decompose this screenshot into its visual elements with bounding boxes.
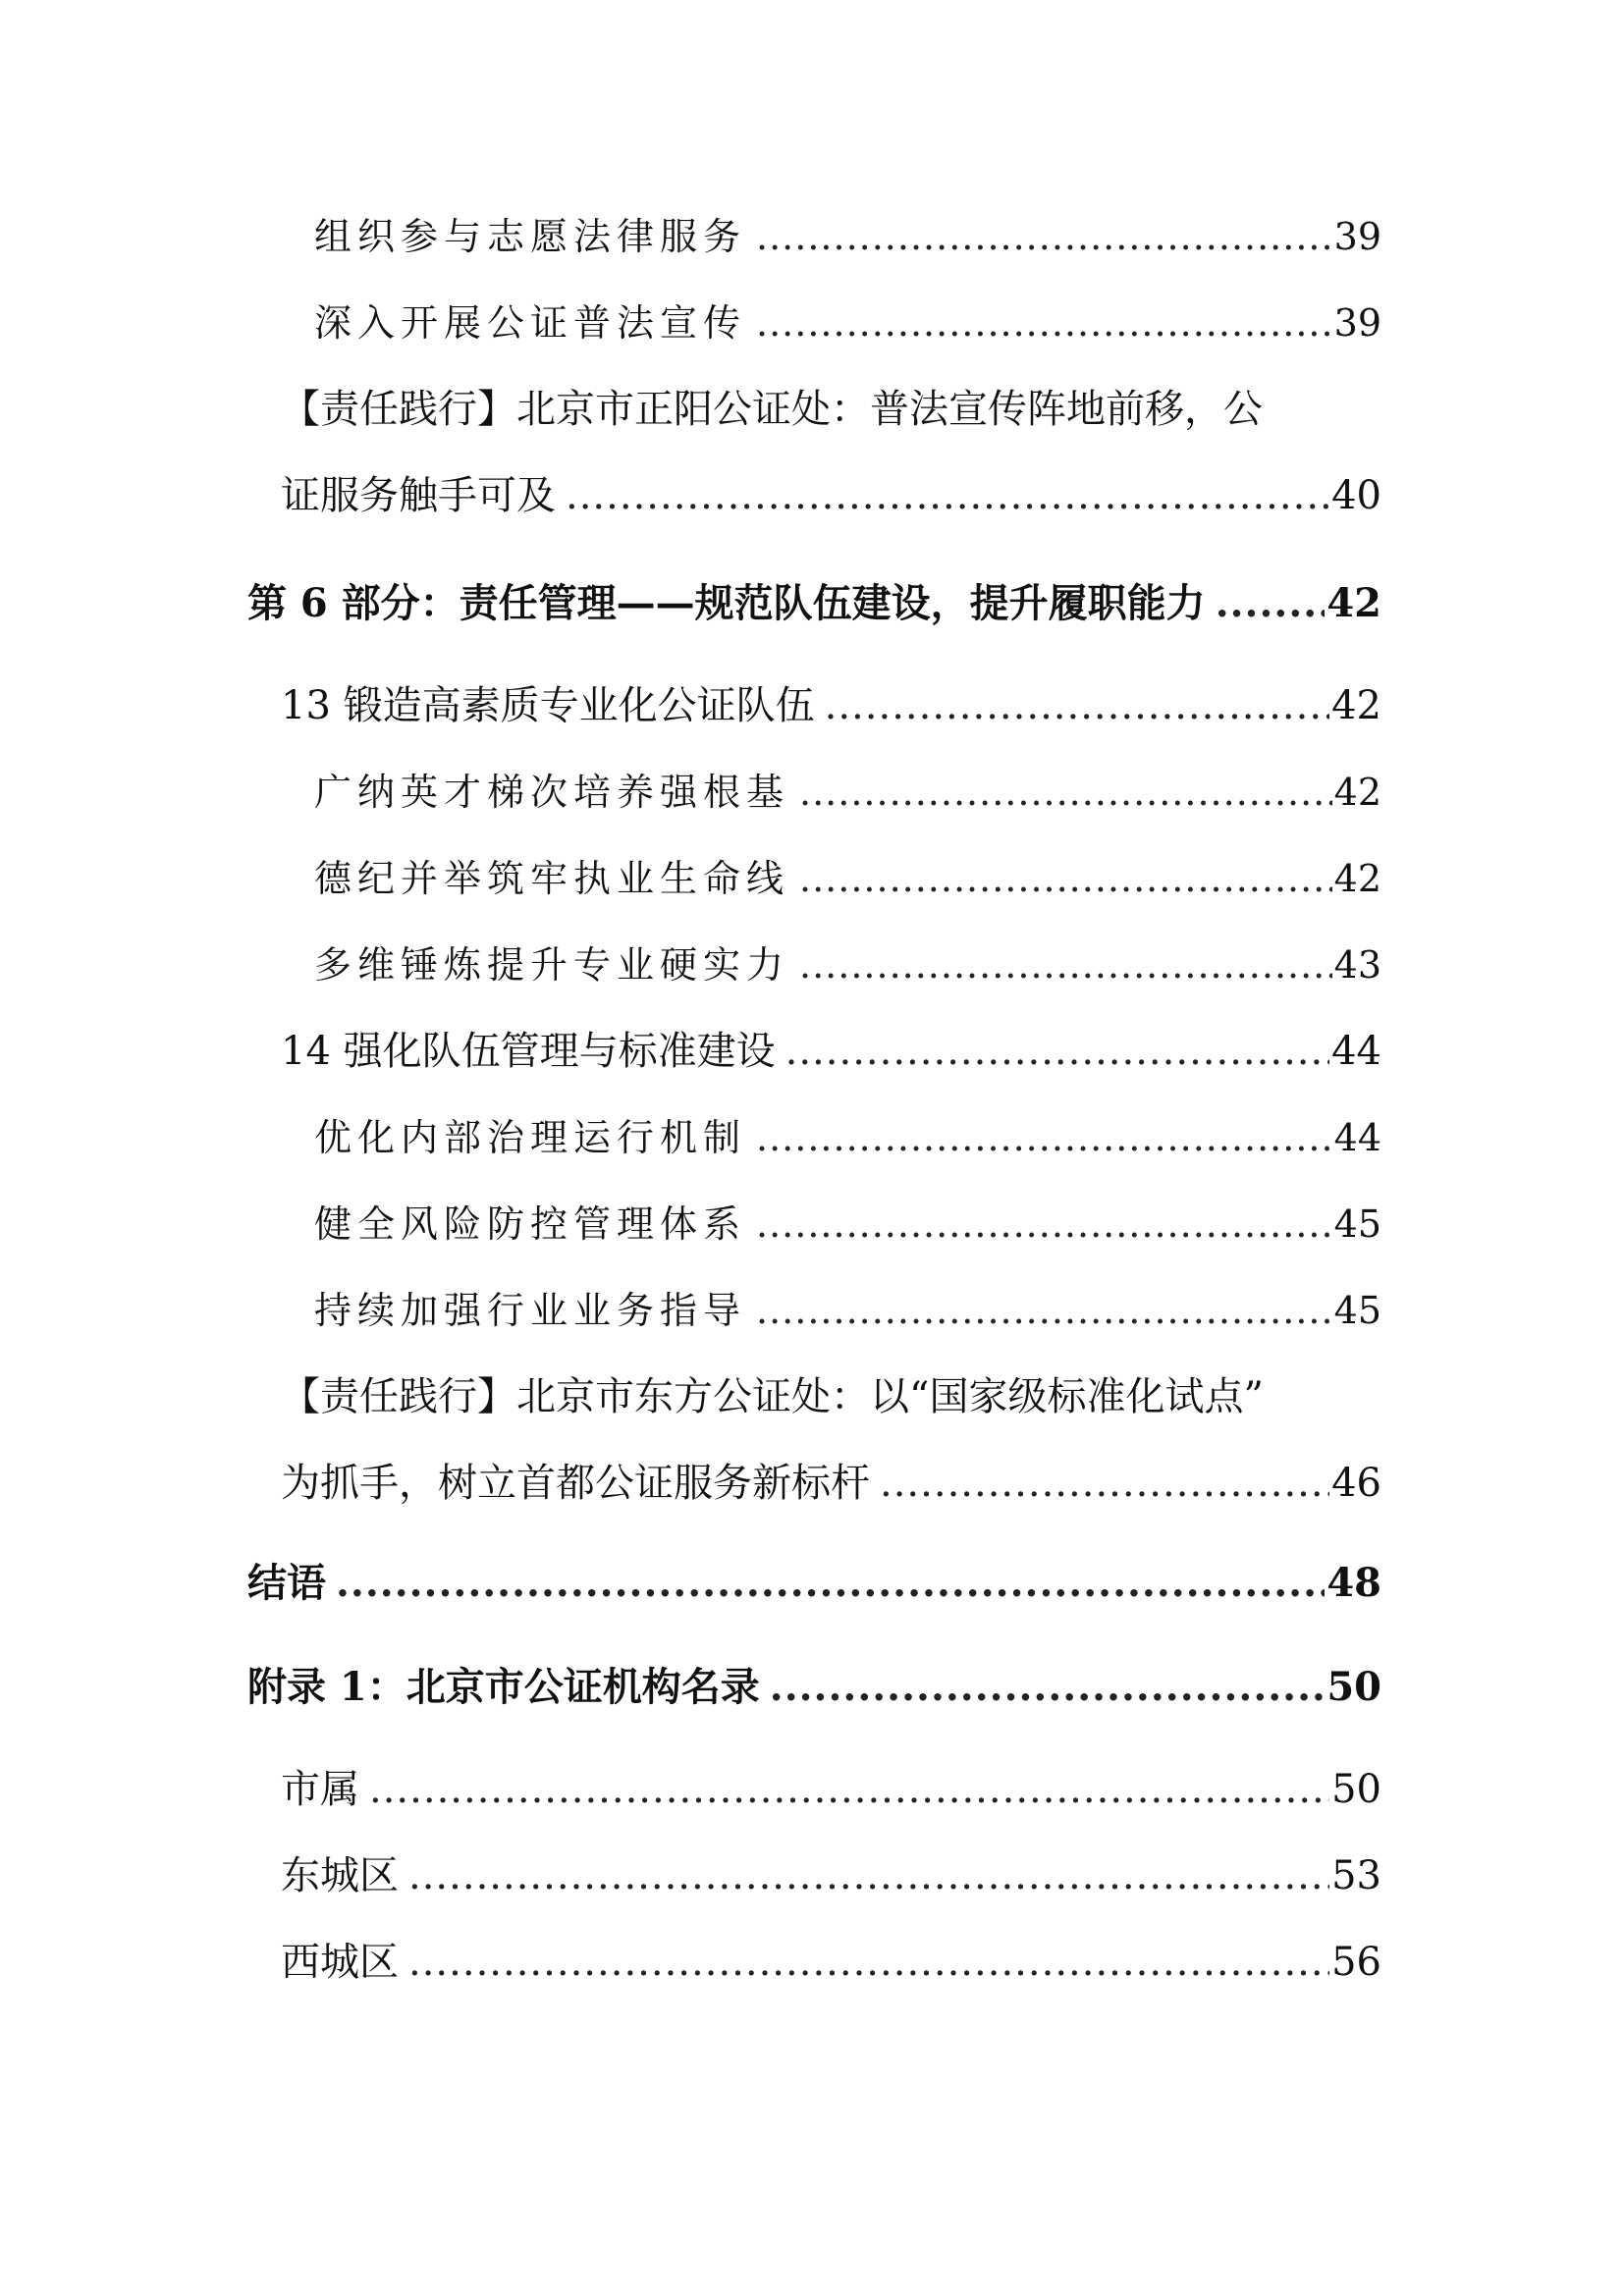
- toc-entry[interactable]: [281, 675, 1381, 736]
- toc-entry-title: 持续加强行业业务指导: [314, 1289, 747, 1332]
- dot-leader: [756, 293, 1332, 353]
- toc-entry[interactable]: [314, 1107, 1381, 1168]
- toc-entry-title: 第 6 部分：责任管理——规范队伍建设，提升履职能力: [247, 580, 1206, 626]
- toc-page-number: 56: [1331, 1940, 1381, 1985]
- toc-chapter-entry[interactable]: [247, 1553, 1381, 1614]
- toc-entry-title-line1[interactable]: 【责任践行】北京市正阳公证处：普法宣传阵地前移，公: [281, 387, 1263, 432]
- dot-leader: [336, 1553, 1325, 1614]
- toc-page-number: 42: [1333, 857, 1381, 900]
- dot-leader: [799, 934, 1332, 995]
- toc-entry-title: 广纳英才梯次培养强根基: [314, 771, 790, 814]
- toc-entry-title: 深入开展公证普法宣传: [314, 301, 747, 345]
- toc-page-number: 45: [1333, 1289, 1381, 1332]
- dot-leader: [785, 1021, 1329, 1082]
- toc-chapter-entry[interactable]: [247, 573, 1381, 634]
- dot-leader: [408, 1845, 1329, 1906]
- toc-entry-title: 优化内部治理运行机制: [314, 1116, 747, 1159]
- dot-leader: [369, 1759, 1329, 1820]
- toc-entry[interactable]: [281, 1845, 1381, 1906]
- toc-entry[interactable]: [281, 1932, 1381, 1993]
- toc-page-number: 46: [1331, 1461, 1381, 1506]
- dot-leader: [756, 1280, 1332, 1341]
- toc-page-number: 43: [1333, 943, 1381, 987]
- toc-page-number: 42: [1333, 771, 1381, 814]
- toc-entry[interactable]: [314, 848, 1381, 909]
- toc-page-number: 39: [1333, 301, 1381, 345]
- toc-entry-title: 13 锻造高素质专业化公证队伍: [281, 683, 815, 728]
- toc-page-number: 40: [1331, 473, 1381, 518]
- toc-entry-title: 附录 1：北京市公证机构名录: [247, 1664, 760, 1710]
- toc-chapter-entry[interactable]: [247, 1657, 1381, 1718]
- toc-entry-title: 证服务触手可及: [281, 473, 556, 518]
- toc-page-number: 53: [1331, 1853, 1381, 1898]
- toc-entry[interactable]: [314, 1280, 1381, 1341]
- toc-entry-title-line1[interactable]: 【责任践行】北京市东方公证处：以“国家级标准化试点”: [281, 1374, 1264, 1419]
- dot-leader: [880, 1453, 1329, 1514]
- toc-page-number: 48: [1326, 1560, 1381, 1606]
- dot-leader: [566, 465, 1329, 526]
- toc-page-number: 39: [1333, 215, 1381, 258]
- toc-page-number: 45: [1333, 1202, 1381, 1246]
- toc-page-number: 50: [1331, 1767, 1381, 1812]
- dot-leader: [408, 1932, 1329, 1993]
- toc-entry-title: 德纪并举筑牢执业生命线: [314, 857, 790, 900]
- toc-entry-title: 结语: [247, 1560, 326, 1606]
- toc-entry-title: 西城区: [281, 1940, 399, 1985]
- toc-entry[interactable]: [281, 465, 1381, 526]
- toc-entry-title: 市属: [281, 1767, 359, 1812]
- toc-entry-title: 东城区: [281, 1853, 399, 1898]
- toc-entry-title: 多维锤炼提升专业硬实力: [314, 943, 790, 987]
- toc-entry[interactable]: [281, 1759, 1381, 1820]
- dot-leader: [756, 206, 1332, 267]
- toc-page-number: 44: [1333, 1116, 1381, 1159]
- toc-page-number: 44: [1331, 1029, 1381, 1074]
- dot-leader: [825, 675, 1329, 736]
- toc-entry[interactable]: [314, 1194, 1381, 1255]
- dot-leader: [799, 762, 1332, 823]
- toc-page-number: 42: [1331, 683, 1381, 728]
- toc-entry-title: 健全风险防控管理体系: [314, 1202, 747, 1246]
- toc-entry[interactable]: [281, 1021, 1381, 1082]
- toc-page-number: 50: [1326, 1664, 1381, 1710]
- toc-entry-title: 组织参与志愿法律服务: [314, 215, 747, 258]
- toc-entry[interactable]: [314, 762, 1381, 823]
- toc-entry[interactable]: [314, 934, 1381, 995]
- dot-leader: [756, 1107, 1332, 1168]
- dot-leader: [799, 848, 1332, 909]
- toc-entry-title: 为抓手，树立首都公证服务新标杆: [281, 1461, 870, 1506]
- toc-entry[interactable]: [314, 293, 1381, 353]
- dot-leader: [1216, 573, 1325, 634]
- dot-leader: [756, 1194, 1332, 1255]
- dot-leader: [770, 1657, 1325, 1718]
- toc-page-number: 42: [1326, 580, 1381, 626]
- toc-entry[interactable]: [281, 1453, 1381, 1514]
- toc-entry[interactable]: [314, 206, 1381, 267]
- toc-entry-title: 14 强化队伍管理与标准建设: [281, 1029, 776, 1074]
